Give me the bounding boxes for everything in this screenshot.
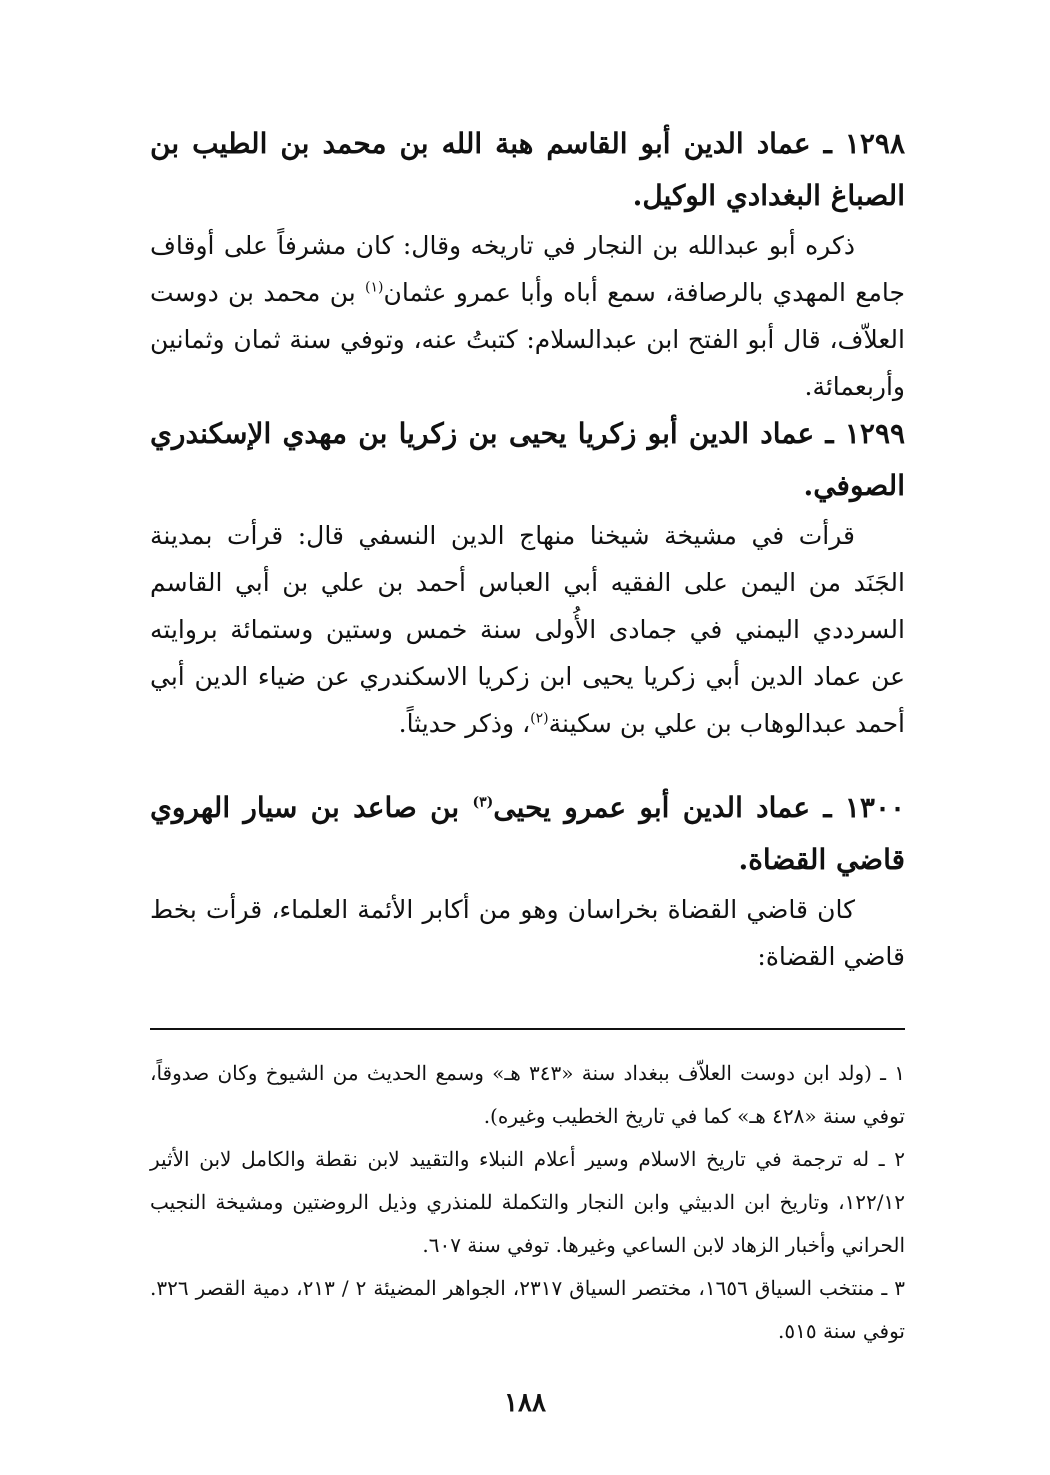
footnotes <box>150 1052 905 1353</box>
entry-body: كان قاضي القضاة بخراسان وهو من أكابر الأئمة العلماء، قرأت بخط قاضي القضاة: <box>150 895 905 971</box>
footnote-divider <box>150 1028 905 1030</box>
entry-1298 <box>150 118 905 410</box>
footnote-3: ٣ ـ منتخب السياق ١٦٥٦، مختصر السياق ٢٣١٧، الجواهر المضيئة ٢ / ٢١٣، دمية القصر ٣٢٦. توفي سنة ٥١٥. <box>150 1276 905 1343</box>
entry-title: عماد الدين أبو عمرو يحيى <box>493 791 811 824</box>
entry-heading: ١٢٩٩ ـ عماد الدين أبو زكريا يحيى بن زكريا بن مهدي الإسكندري الصوفي. <box>150 417 906 502</box>
entry-heading: ١٢٩٨ ـ عماد الدين أبو القاسم هبة الله بن محمد بن الطيب بن الصباغ البغدادي الوكيل. <box>150 127 905 212</box>
entry-body: قرأت في مشيخة شيخنا منهاج الدين النسفي قال: قرأت بمدينة الجَنَد من اليمن على الفقيه أبي العباس أحمد بن علي بن أبي القاسم السرددي اليمني في جمادى الأُولى سنة خمس وستين وستمائة بروايته عن عماد الدين أبي زكريا يحيى ابن زكريا الاسكندري عن ضياء الدين أبي أحمد عبدالوهاب بن علي بن سكينة$^{(٢)}$، وذكر حديثاً. <box>150 521 905 738</box>
footnote-ref: (١) <box>365 279 384 296</box>
entry-1300 <box>150 782 905 980</box>
page-number: ١٨٨ <box>504 1388 546 1418</box>
entry-title: عماد الدين أبو زكريا يحيى بن زكريا بن مهدي الإسكندري الصوفي. <box>150 417 905 502</box>
entry-title: عماد الدين أبو القاسم هبة الله بن محمد بن الطيب بن الصباغ البغدادي الوكيل. <box>150 127 905 212</box>
footnote-ref: (٣) <box>472 794 494 811</box>
entry-number: ١٢٩٨ <box>844 127 905 160</box>
footnote-1: ١ ـ (ولد ابن دوست العلاّف ببغداد سنة «٣٤٣ هـ» وسمع الحديث من الشيوخ وكان صدوقاً، توفي سنة «٤٢٨ هـ» كما في تاريخ الخطيب وغيره). <box>150 1061 905 1128</box>
footnote-ref: (٢) <box>530 710 549 727</box>
entry-1299 <box>150 408 905 747</box>
entry-body: ذكره أبو عبدالله بن النجار في تاريخه وقال: كان مشرفاً على أوقاف جامع المهدي بالرصافة، سمع أباه وأبا عمرو عثمان$^{(١)}$ بن محمد بن دوست العلاّف، قال أبو الفتح ابن عبدالسلام: كتبتُ عنه، وتوفي سنة ثمان وثمانين وأربعمائة. <box>150 231 905 401</box>
footnote-2: ٢ ـ له ترجمة في تاريخ الاسلام وسير أعلام النبلاء والتقييد لابن نقطة والكامل لابن الأثير ١٢٢/١٢، وتاريخ ابن الدبيثي وابن النجار والتكملة للمنذري وذيل الروضتين ومشيخة النجيب الحراني وأخبار الزهاد لابن الساعي وغيرها. توفي سنة ٦٠٧. <box>150 1147 906 1257</box>
entry-heading: ١٣٠٠ ـ عماد الدين أبو عمرو يحيى$^{(٣)}$ بن صاعد بن سيار الهروي قاضي القضاة. <box>150 791 906 876</box>
entry-number: ١٢٩٩ <box>844 417 906 450</box>
entry-number: ١٣٠٠ <box>844 791 906 824</box>
